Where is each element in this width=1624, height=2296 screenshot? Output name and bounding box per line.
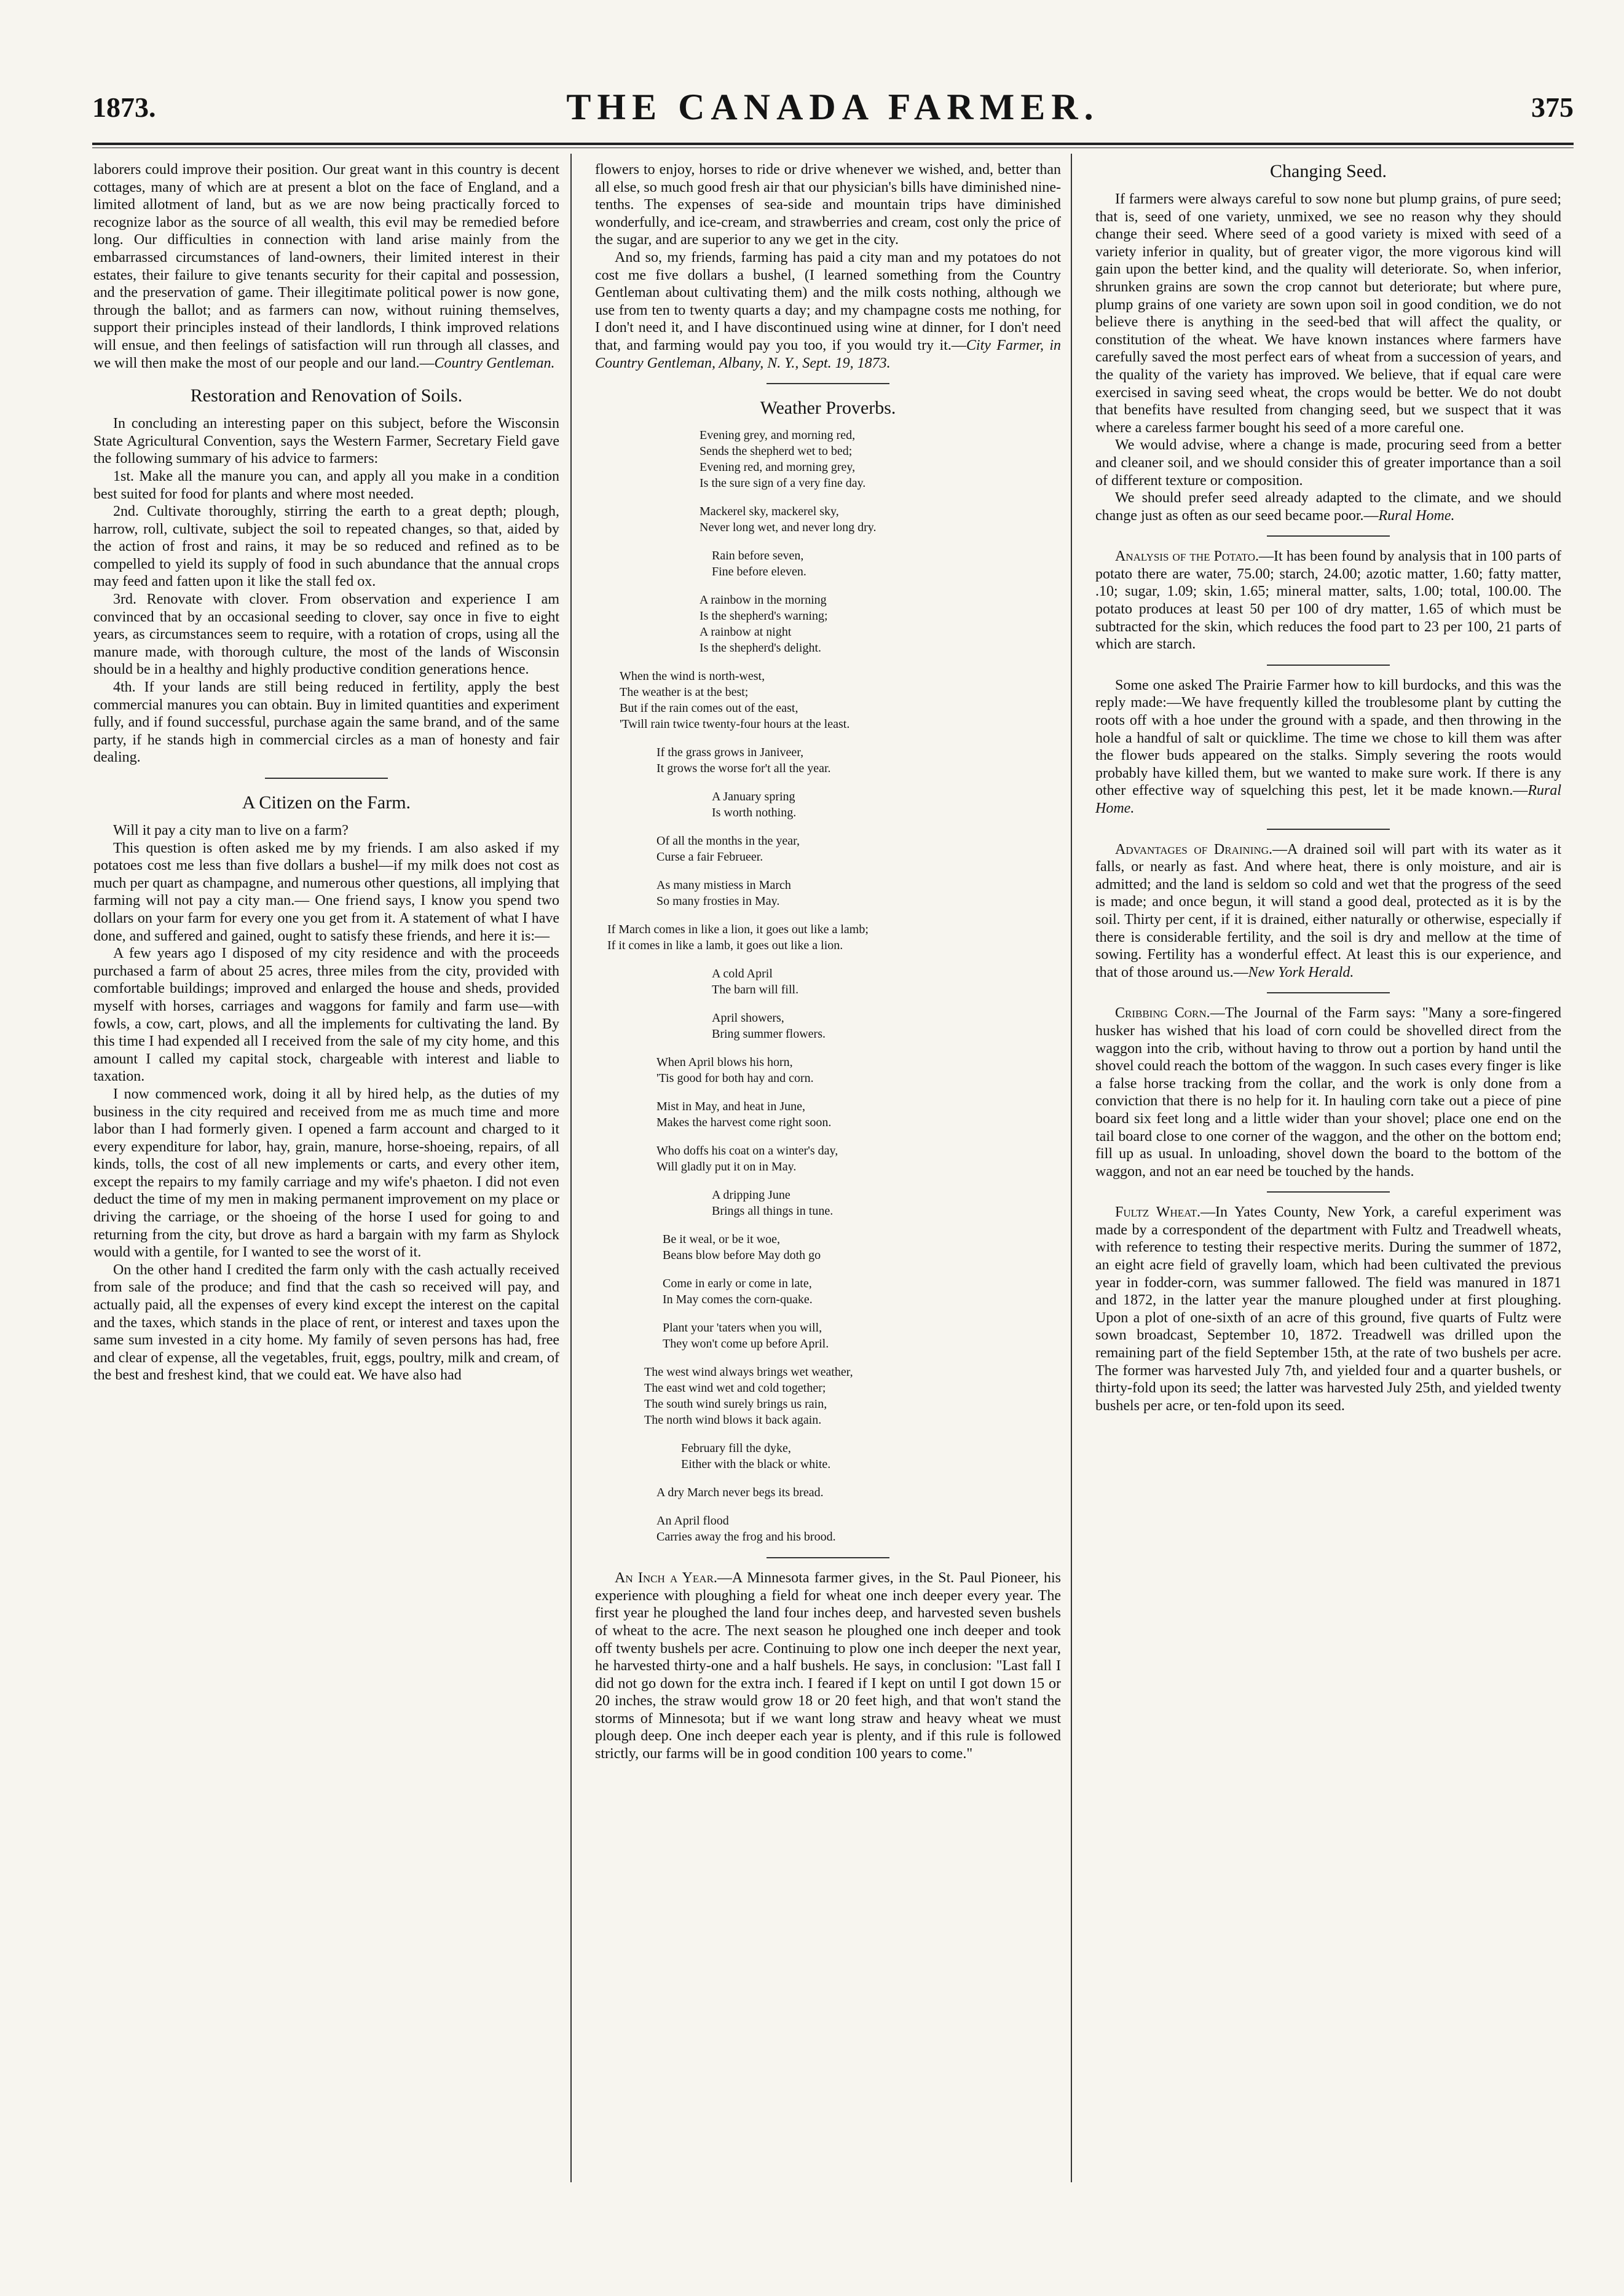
article-lead: Cribbing Corn. xyxy=(1115,1005,1210,1022)
proverb-line: The south wind surely brings us rain, xyxy=(644,1397,827,1411)
proverb-stanza xyxy=(595,668,1061,732)
proverb-line: They won't come up before April. xyxy=(663,1337,829,1351)
article-paragraph: Will it pay a city man to live on a farm? xyxy=(113,823,349,838)
column-divider-1 xyxy=(570,154,572,2182)
article-paragraph: laborers could improve their position. Our great want in this country is decent cottages, many of which are at present a blot on the face of England, and a limited allotment of land, but as we are now being practically forced to recognize labor as the source of all wealth, this evil may be remedied before long. Our difficulties in connection with land arise mainly from the embarrassed circumstances of land-owners, their limited interest in their estates, their failure to give tenants security for their capital and possession, and the preservation of game. Their illegitimate political power is now gone, through the ballot; and as farmers can now, without ruining themselves, support their principles instead of their landlords, I think improved relations will ensue, and then feelings of satisfaction will run through all classes, and we will then make the most of our people and our land.—Country Gentleman. xyxy=(93,162,559,371)
proverb-line: In May comes the corn-quake. xyxy=(663,1293,813,1307)
proverb-line: The barn will fill. xyxy=(712,983,799,997)
proverb-line: Fine before eleven. xyxy=(712,565,806,579)
proverb-stanza xyxy=(595,921,1061,953)
masthead-year: 1873. xyxy=(92,92,156,123)
article-paragraph: Analysis of the Potato.—It has been found by analysis that in 100 parts of potato there are water, 75.00; starch, 24.00; azotic matter, 1.60; fatty matter, .10; sugar, 1.09; skin, 1.65; mineral matter, salts, 1.00; total, 100.00. The potato produces at least 50 per 100 of dry matter, 1.65 of which must be subtracted for the skin, which reduces the food part to 23 per 100, 21 parts of which are starch. xyxy=(1095,548,1561,653)
article-paragraph: This question is often asked me by my friends. I am also asked if my potatoes cost me less than five dollars a bushel—if my milk does not cost as much per quart as champagne, and numerous other questions, all implying that farming will not pay a city man.— One friend says, I know you spend two dollars on your farm for every one you get from it. A statement of what I have done, and suffered and gained, ought to satisfy these friends, and here it is:— xyxy=(93,840,559,944)
article-source: New York Herald. xyxy=(1248,964,1354,980)
proverb-line: As many mistiess in March xyxy=(656,878,791,893)
proverb-line: Who doffs his coat on a winter's day, xyxy=(656,1144,838,1158)
proverb-line: Mackerel sky, mackerel sky, xyxy=(700,505,839,519)
article-lead: Advantages of Draining. xyxy=(1115,841,1272,858)
article-paragraph: I now commenced work, doing it all by hired help, as the duties of my business in the city required and received from me as much time and more labor than I had formerly given. I opened a farm account and charged to it every expenditure for labor, hay, grain, manure, horse-shoeing, repairs, of all kinds, tolls, the cost of all new implements or carts, and every other item, except the repairs to my family carriage and my wife's phaeton. I did not even deduct the time of my men in making permanent improvement on my place or driving the carriage, or the shoeing of the horse I used for going to and returning from the city, but drove as hard a bargain with my farm as Shylock would with a gentile, for I wanted to see the worst of it. xyxy=(93,1086,559,1261)
section-separator xyxy=(767,383,889,384)
proverb-line: Curse a fair Februeer. xyxy=(656,850,763,864)
article-paragraph: An Inch a Year.—A Minnesota farmer gives, in the St. Paul Pioneer, his experience with ploughing a field for wheat one inch deeper every year. The first year he ploughed the land four inches deep, and harvested seven bushels of wheat to the acre. The next season he ploughed one inch deeper and took off twenty bushels per acre. Continuing to plow one inch deeper the next year, he harvested thirty-one and a half bushels. He says, in conclusion: "Last fall I did not go down for the extra inch. I feared if I kept on until I got down 15 or 20 inches, the straw would grow 18 or 20 feet high, and that won't stand the storms of Minnesota; but if we want long straw and heavy wheat we must plough deep. One inch deeper each year is plenty, and if this rule is followed strictly, our farms will be in good condition 100 years to come." xyxy=(595,1570,1061,1762)
proverb-line: Evening grey, and morning red, xyxy=(700,428,856,443)
article-paragraph: 4th. If your lands are still being reduced in fertility, apply the best commercial manures you can obtain. Buy in limited quantities and experiment fully, and if found successful, purchase again the same brand, and of the same party, if he stands high in commercial circles as a man of honesty and fair dealing. xyxy=(93,679,559,766)
proverb-line: A dry March never begs its bread. xyxy=(656,1486,824,1500)
proverb-line: If March comes in like a lion, it goes out like a lamb; xyxy=(607,923,869,937)
column-1 xyxy=(93,161,559,1384)
article-paragraph: In concluding an interesting paper on this subject, before the Wisconsin State Agricultural Convention, says the Western Farmer, Secretary Field gave the following summary of his advice to farmers: xyxy=(93,416,559,467)
proverb-line: Carries away the frog and his brood. xyxy=(656,1530,836,1544)
article-source: City Farmer, in Country Gentleman, Albany, N. Y., Sept. 19, 1873. xyxy=(595,337,1061,371)
proverb-line: April showers, xyxy=(712,1011,784,1025)
article-lead: An Inch a Year. xyxy=(615,1570,717,1587)
proverb-line: Brings all things in tune. xyxy=(712,1204,834,1218)
proverb-stanza xyxy=(595,1440,1061,1472)
proverbs-poem xyxy=(595,427,1061,1545)
proverb-line: Either with the black or white. xyxy=(681,1458,831,1472)
proverb-stanza xyxy=(595,1364,1061,1428)
proverb-line: A rainbow in the morning xyxy=(700,593,827,607)
proverb-stanza xyxy=(595,1054,1061,1086)
proverb-line: The weather is at the best; xyxy=(620,685,749,700)
article-paragraph: And so, my friends, farming has paid a city man and my potatoes do not cost me five dollars a bushel, (I learned something from the Country Gentleman about cultivating them) and the milk costs nothing, although we use from ten to twenty quarts a day; and my champagne costs me nothing, for I don't need it, and I have discontinued using wine at dinner, for I don't need that, and farming would pay you too, if you would try it.—City Farmer, in Country Gentleman, Albany, N. Y., Sept. 19, 1873. xyxy=(595,249,1061,371)
proverb-line: Evening red, and morning grey, xyxy=(700,460,856,475)
article-paragraph: We would advise, where a change is made, procuring seed from a better and cleaner soil, and we should consider this of greater importance than a soil of different texture or composition. xyxy=(1095,437,1561,489)
section-separator xyxy=(265,778,388,779)
proverb-stanza xyxy=(595,1513,1061,1545)
article-paragraph: Advantages of Draining.—A drained soil will part with its water as it falls, or nearly as fast. And where heat, there is only moisture, and air is admitted; and the land is seldom so cold and wet that the progress of the seed is made; and once begun, it will stand a good deal, protected as it is by the soil. Thirty per cent, if it is drained, either naturally or otherwise, especially if there is considerable fertility, and the soil is dry and mellow at the time of sowing. Fertility has a wonderful effect. At least this is our experience, and that of those around us.—New York Herald. xyxy=(1095,841,1562,980)
proverb-line: The east wind wet and cold together; xyxy=(644,1381,826,1395)
proverb-line: A dripping June xyxy=(712,1188,790,1202)
proverb-line: 'Tis good for both hay and corn. xyxy=(656,1071,814,1086)
article-paragraph: A few years ago I disposed of my city residence and with the proceeds purchased a farm of about 25 acres, three miles from the city, provided with comfortable buildings; improved and enlarged the house and sheds, provided myself with horses, carriages and waggons for family and farm use—with fowls, a cow, cart, plows, and all the implements for cultivating the land. By this time I had expended all I received from the sale of my city home, and this amount I called my capital stock, chargeable with interest and liable to taxation. xyxy=(93,945,559,1085)
proverb-line: A January spring xyxy=(712,790,795,804)
proverb-line: When the wind is north-west, xyxy=(620,669,765,684)
proverb-line: So many frosties in May. xyxy=(656,894,780,909)
proverb-line: Of all the months in the year, xyxy=(656,834,800,848)
column-2 xyxy=(595,161,1061,1763)
proverb-line: Is the sure sign of a very fine day. xyxy=(700,476,866,491)
proverb-stanza xyxy=(595,833,1061,865)
proverb-line: The north wind blows it back again. xyxy=(644,1413,822,1427)
proverb-stanza xyxy=(595,1231,1061,1263)
proverb-stanza xyxy=(595,1320,1061,1352)
proverb-line: 'Twill rain twice twenty-four hours at the least. xyxy=(620,717,850,732)
proverb-line: Mist in May, and heat in June, xyxy=(656,1100,806,1114)
proverb-stanza xyxy=(595,503,1061,535)
proverb-line: Will gladly put it on in May. xyxy=(656,1160,797,1174)
section-separator xyxy=(1267,665,1390,666)
article-paragraph: Fultz Wheat.—In Yates County, New York, a careful experiment was made by a correspondent of the department with Fultz and Treadwell wheats, with reference to testing their respective merits. During the summer of 1872, an eight acre field of gravelly loam, which had been cultivated the previous year in fodder-corn, was summer fallowed. The field was manured in 1871 and 1872, in the latter year the manure ploughed under at first ploughing. Upon a plot of one-sixth of an acre of this ground, five quarts of Fultz were sown broadcast, September 10, 1872. Treadwell was drilled upon the remaining part of the field September 15th, at the rate of two bushels per acre. The former was harvested July 7th, and yielded four and a quarter bushels, or thirty-fold upon its seed; the latter was harvested July 25th, and yielded twenty bushels per acre, or ten-fold upon its seed. xyxy=(1095,1204,1561,1414)
proverb-line: A rainbow at night xyxy=(700,625,792,639)
article-source: Rural Home. xyxy=(1095,783,1561,816)
article-source: Country Gentleman. xyxy=(434,355,555,371)
proverb-line: Come in early or come in late, xyxy=(663,1277,812,1291)
proverb-stanza xyxy=(595,744,1061,776)
column-divider-2 xyxy=(1071,154,1072,2182)
proverb-stanza xyxy=(595,1099,1061,1130)
proverb-line: But if the rain comes out of the east, xyxy=(620,701,798,716)
proverb-line: When April blows his horn, xyxy=(656,1055,793,1070)
article-heading-restoration: Restoration and Renovation of Soils. xyxy=(190,385,463,406)
column-3 xyxy=(1095,161,1561,1414)
article-heading-weather-proverbs: Weather Proverbs. xyxy=(760,398,896,419)
article-source: Rural Home. xyxy=(1378,507,1455,524)
article-heading-changing-seed: Changing Seed. xyxy=(1270,161,1387,181)
proverb-stanza xyxy=(595,1276,1061,1308)
proverb-line: February fill the dyke, xyxy=(681,1442,791,1456)
proverb-stanza xyxy=(595,548,1061,580)
proverb-line: Never long wet, and never long dry. xyxy=(700,521,877,535)
masthead xyxy=(92,73,1574,140)
proverb-stanza xyxy=(595,1143,1061,1175)
article-lead: Fultz Wheat. xyxy=(1115,1204,1200,1221)
article-paragraph: 1st. Make all the manure you can, and apply all you make in a condition best suited for food for plants and where most needed. xyxy=(93,468,559,502)
proverb-line: A cold April xyxy=(712,967,773,981)
proverb-stanza xyxy=(595,1485,1061,1501)
article-paragraph: 2nd. Cultivate thoroughly, stirring the earth to a great depth; plough, harrow, roll, cultivate, subject the soil to repeated changes, so that, aided by the action of frost and rains, it may be so reduced and refined as to be compelled to yield its supply of food in such abundance that the annual crops may feed and fatten upon it like the stall fed ox. xyxy=(93,503,559,590)
article-paragraph: We should prefer seed already adapted to the climate, and we should change just as often as our seed became poor.—Rural Home. xyxy=(1095,490,1561,524)
section-separator xyxy=(767,1557,889,1558)
article-paragraph: If farmers were always careful to sow none but plump grains, of pure seed; that is, seed of one variety, unmixed, we see no reason why they should change their seed. Where seed of a good variety is mixed with seed of a variety inferior in quality, but of greater vigor, the more vigorous kind will gain upon the better kind, and the quality will deteriorate. So, when inferior, shrunken grains are sown the crop cannot but deteriorate; but where pure, plump grains of one variety are sown upon soil in good condition, we do not believe there is anything in the seed-bed that will affect the quality, or constitution of the wheat. We have known instances where farmers have carefully saved the most perfect ears of wheat from a succession of years, and the quality of the variety has improved. We believe, that if equal care were exercised in saving seed wheat, the crops would be better. We do not doubt that benefits have resulted from changing seed, but we suspect that it was where a careless farmer bought his seed of a more careful one. xyxy=(1095,191,1561,436)
article-heading-citizen: A Citizen on the Farm. xyxy=(242,792,411,813)
proverb-line: Plant your 'taters when you will, xyxy=(663,1321,822,1335)
proverb-line: Is worth nothing. xyxy=(712,806,797,820)
article-paragraph: Cribbing Corn.—The Journal of the Farm says: "Many a sore-fingered husker has wished that his load of corn could be shovelled direct from the waggon into the crib, without having to throw out a portion by hand until the shovel could reach the bottom of the waggon. In such cases every finger is like a false horse tracking from the collar, and the work is only done from a conviction that there is no help for it. In hauling corn take out a piece of pine board six feet long and a little wider than your shovel; place one end on the tail board close to one corner of the waggon, and the other on the bottom end; fill up as usual. In unloading, shovel down the board to the bottom of the waggon, and not an ear need be touched by the hands. xyxy=(1095,1005,1561,1180)
section-separator xyxy=(1267,1191,1390,1193)
proverb-stanza xyxy=(595,877,1061,909)
proverb-line: Is the shepherd's delight. xyxy=(700,641,822,655)
proverb-line: Is the shepherd's warning; xyxy=(700,609,828,623)
proverb-line: Makes the harvest come right soon. xyxy=(656,1116,832,1130)
proverb-line: An April flood xyxy=(656,1514,729,1528)
proverb-line: Sends the shepherd wet to bed; xyxy=(700,444,853,459)
proverb-line: Beans blow before May doth go xyxy=(663,1249,821,1263)
masthead-rule xyxy=(92,143,1574,145)
proverb-stanza xyxy=(595,789,1061,821)
article-paragraph: 3rd. Renovate with clover. From observation and experience I am convinced that by an occasional seeding to clover, say once in five to eight years, as circumstances seem to require, with a rotation of crops, using all the manure made, with thorough culture, the most of the lands of Wisconsin should be in a healthy and highly productive condition generations hence. xyxy=(93,591,559,678)
article-paragraph: On the other hand I credited the farm only with the cash actually received from sale of the produce; and find that the cash so received will pay, and actually paid, all the expenses of every kind except the interest on the capital and the taxes, which stands in the place of rent, or interest and taxes upon the same sum invested in a city home. My family of seven persons has had, free and clear of expense, all the vegetables, fruit, eggs, poultry, milk and cream, of the best and freshest kind, that we could eat. We have also had xyxy=(93,1261,559,1384)
article-lead: Analysis of the Potato. xyxy=(1115,548,1259,565)
masthead-page-number: 375 xyxy=(1531,92,1574,123)
proverb-stanza xyxy=(595,427,1061,491)
proverb-line: Be it weal, or be it woe, xyxy=(663,1233,781,1247)
proverb-line: It grows the worse for't all the year. xyxy=(656,762,831,776)
proverb-stanza xyxy=(595,1187,1061,1219)
proverb-line: Rain before seven, xyxy=(712,549,804,563)
section-separator xyxy=(1267,992,1390,993)
proverb-line: If the grass grows in Janiveer, xyxy=(656,746,804,760)
proverb-stanza xyxy=(595,1010,1061,1042)
proverb-line: If it comes in like a lamb, it goes out like a lion. xyxy=(607,939,843,953)
section-separator xyxy=(1267,829,1390,830)
article-paragraph: flowers to enjoy, horses to ride or drive whenever we wished, and, better than all else, so much good fresh air that our physician's bills have diminished nine-tenths. The expenses of sea-side and mountain trips have diminished wonderfully, and ice-cream, and strawberries and cream, cost only the price of the sugar, and are superior to any we get in the city. xyxy=(595,162,1061,248)
proverb-line: Bring summer flowers. xyxy=(712,1027,826,1041)
masthead-title: THE CANADA FARMER. xyxy=(566,87,1100,127)
article-paragraph: Some one asked The Prairie Farmer how to kill burdocks, and this was the reply made:—We have frequently killed the troublesome plant by cutting the roots off with a hoe under the ground with a spade, and then throwing in the hole a handful of salt or quicklime. The time we chose to kill them was after the flower buds appeared on the stalks. Simply severing the roots would probably have killed them, but we wanted to make sure work. If there is any other effective way of squelching this pest, let it be made known.—Rural Home. xyxy=(1095,677,1561,816)
section-separator xyxy=(1267,535,1390,537)
proverb-stanza xyxy=(595,592,1061,656)
proverb-stanza xyxy=(595,966,1061,998)
proverb-line: The west wind always brings wet weather, xyxy=(644,1365,853,1379)
